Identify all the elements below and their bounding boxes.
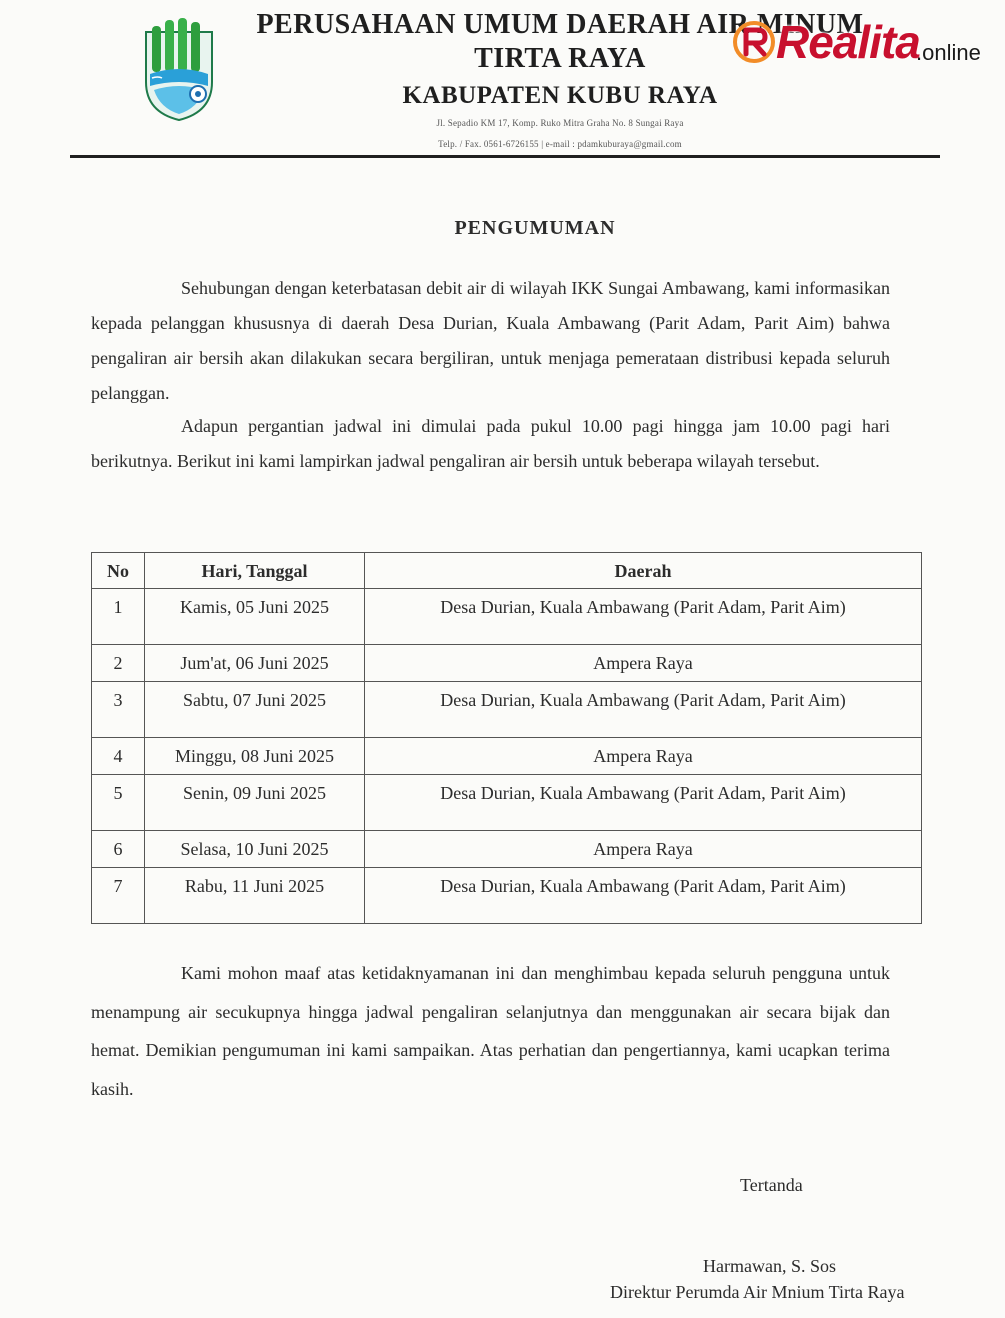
document-title: PENGUMUMAN	[454, 217, 616, 239]
cell-date: Kamis, 05 Juni 2025	[145, 589, 365, 645]
letterhead-divider	[70, 155, 940, 158]
realita-logo-icon	[732, 20, 776, 64]
header-date: Hari, Tanggal	[145, 553, 365, 589]
watermark-suffix: .online	[916, 40, 981, 65]
watermark-name: Realita	[776, 16, 920, 68]
cell-area: Ampera Raya	[365, 831, 922, 868]
paragraph-schedule-info: Adapun pergantian jadwal ini dimulai pada pukul 10.00 pagi hingga jam 10.00 pagi hari berikutnya. Berikut ini kami lampirkan jadwal pengaliran air bersih untuk beberapa wilayah tersebut.	[91, 416, 890, 471]
cell-date: Rabu, 11 Juni 2025	[145, 868, 365, 924]
cell-no: 5	[92, 775, 145, 831]
cell-date: Minggu, 08 Juni 2025	[145, 738, 365, 775]
cell-area: Desa Durian, Kuala Ambawang (Parit Adam, Parit Aim)	[365, 868, 922, 924]
cell-area: Ampera Raya	[365, 645, 922, 682]
cell-no: 7	[92, 868, 145, 924]
cell-date: Sabtu, 07 Juni 2025	[145, 682, 365, 738]
cell-date: Senin, 09 Juni 2025	[145, 775, 365, 831]
cell-no: 4	[92, 738, 145, 775]
org-name: PERUSAHAAN UMUM DAERAH AIR MINUM	[256, 9, 864, 40]
table-row	[92, 738, 922, 775]
org-subname: TIRTA RAYA	[474, 43, 646, 74]
paragraph-intro: Sehubungan dengan keterbatasan debit air di wilayah IKK Sungai Ambawang, kami informasikan kepada pelanggan khususnya di daerah Desa Durian, Kuala Ambawang (Parit Adam, Parit Aim) bahwa pengaliran air bersih akan dilakukan secara bergiliran, untuk menjaga pemerataan distribusi kepada seluruh pelanggan.	[91, 278, 890, 403]
pdam-logo-icon	[138, 12, 220, 124]
cell-date: Selasa, 10 Juni 2025	[145, 831, 365, 868]
cell-date: Jum'at, 06 Juni 2025	[145, 645, 365, 682]
table-row	[92, 831, 922, 868]
schedule-table	[91, 552, 922, 924]
signature-greeting: Tertanda	[740, 1175, 803, 1195]
table-row	[92, 682, 922, 738]
cell-area: Ampera Raya	[365, 738, 922, 775]
table-row	[92, 775, 922, 831]
table-header-row	[92, 553, 922, 589]
cell-area: Desa Durian, Kuala Ambawang (Parit Adam, Parit Aim)	[365, 589, 922, 645]
signature-name: Harmawan, S. Sos	[703, 1256, 836, 1276]
cell-area: Desa Durian, Kuala Ambawang (Parit Adam, Parit Aim)	[365, 682, 922, 738]
signature-title: Direktur Perumda Air Mnium Tirta Raya	[610, 1282, 905, 1302]
header-area: Daerah	[365, 553, 922, 589]
paragraph-closing: Kami mohon maaf atas ketidaknyamanan ini dan menghimbau kepada seluruh pengguna untuk menampung air secukupnya hingga jadwal pengaliran selanjutnya dan menggunakan air secara bijak dan hemat. Demikian pengumuman ini kami sampaikan. Atas perhatian dan pengertiannya, kami ucapkan terima kasih.	[91, 963, 890, 1099]
cell-no: 3	[92, 682, 145, 738]
table-row	[92, 645, 922, 682]
realita-watermark	[732, 14, 990, 72]
header-no: No	[92, 553, 145, 589]
org-region: KABUPATEN KUBU RAYA	[402, 82, 718, 109]
org-address: Jl. Sepadio KM 17, Komp. Ruko Mitra Graha No. 8 Sungai Raya	[436, 118, 684, 128]
cell-no: 1	[92, 589, 145, 645]
table-row	[92, 589, 922, 645]
cell-area: Desa Durian, Kuala Ambawang (Parit Adam, Parit Aim)	[365, 775, 922, 831]
org-contact: Telp. / Fax. 0561-6726155 | e-mail : pdamkuburaya@gmail.com	[438, 139, 682, 149]
table-row	[92, 868, 922, 924]
cell-no: 2	[92, 645, 145, 682]
cell-no: 6	[92, 831, 145, 868]
